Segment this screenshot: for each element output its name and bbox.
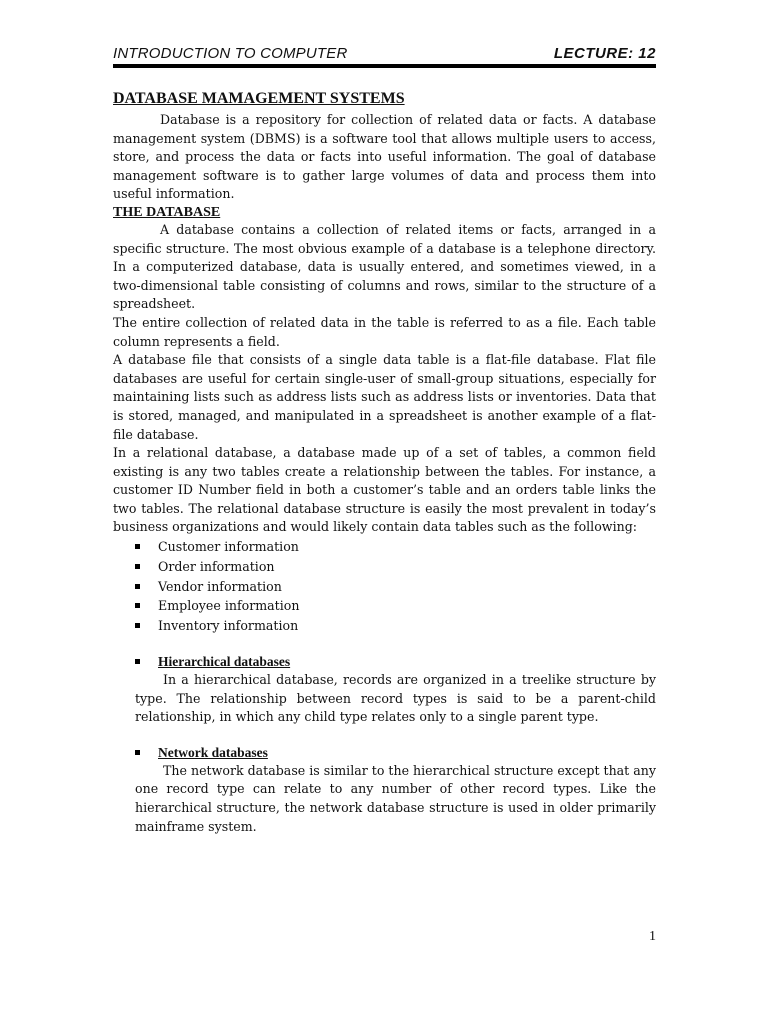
page-header [113,45,656,65]
network-section [113,744,656,836]
bullet-icon [135,623,140,628]
hierarchical-heading-label: Hierarchical databases [158,654,291,670]
bullet-icon [135,750,140,755]
hierarchical-paragraph: In a hierarchical database, records are organized in a treelike structure by type. The relationship between record types is said to be a parent-child relationship, in which any child type relates only to a single parent type. [135,672,656,725]
list-item-label: Inventory information [158,618,299,634]
paragraph: A database file that consists of a single data table is a flat-file database. Flat file databases are useful for certain single-user of small-group situations, especially for maintaining lists such as address lists such as address lists or inventories. Data that is stored, managed, and manipulated in a spreadsheet is another example of a flat-file database. [113,352,656,442]
list-item-label: Customer information [158,539,299,555]
document-title: DATABASE MAMAGEMENT SYSTEMS [113,90,405,107]
intro-paragraph: Database is a repository for collection of related data or facts. A database management system (DBMS) is a software tool that allows multiple users to access, store, and process the data or facts into useful information. The goal of database management software is to gather large volumes of data and process them into useful information. [113,112,656,202]
list-item [135,577,656,597]
lecture-number: LECTURE: 12 [553,45,656,62]
network-heading [135,744,656,762]
list-item-label: Employee information [158,598,300,614]
header-rule [113,64,656,68]
list-item [135,537,656,557]
bullet-icon [135,659,140,664]
hierarchical-heading [135,653,656,671]
paragraph: In a relational database, a database made up of a set of tables, a common field existing is any two tables create a relationship between the tables. For instance, a customer ID Number field in both a customer’s table and an orders table links the two tables. The relational database structure is easily the most prevalent in today’s business organizations and would likely contain data tables such as the following: [113,445,656,535]
list-item-label: Order information [158,558,275,574]
page-number: 1 [649,929,656,944]
list-item-label: Vendor information [158,578,282,594]
course-title: INTRODUCTION TO COMPUTER [113,45,348,62]
bullet-icon [135,564,140,569]
hierarchical-section [113,653,656,727]
document-body [113,90,656,836]
bullet-icon [135,544,140,549]
list-item [135,616,656,636]
network-paragraph: The network database is similar to the hierarchical structure except that any one record type can relate to any number of other record types. Like the hierarchical structure, the network database structure is used in older primarily mainframe system. [135,762,656,834]
paragraph: The entire collection of related data in the table is referred to as a file. Each table column represents a field. [113,314,656,349]
list-item [135,557,656,577]
bullet-icon [135,603,140,608]
list-item [135,596,656,616]
section-heading-database: THE DATABASE [113,204,221,220]
paragraph: A database contains a collection of related items or facts, arranged in a specific structure. The most obvious example of a database is a telephone directory. In a computerized database, data is usually entered, and sometimes viewed, in a two-dimensional table consisting of columns and rows, similar to the structure of a spreadsheet. [113,221,656,312]
bullet-icon [135,584,140,589]
network-heading-label: Network databases [158,744,268,760]
table-list [113,537,656,636]
